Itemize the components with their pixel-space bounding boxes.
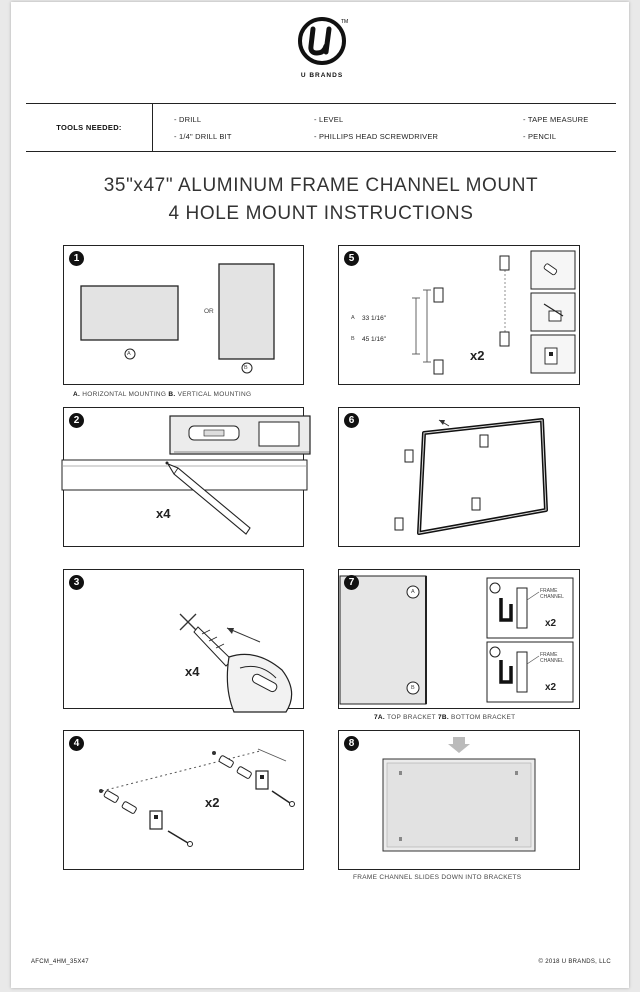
quantity-label: x2 bbox=[470, 348, 485, 363]
step-8-caption: FRAME CHANNEL SLIDES DOWN INTO BRACKETS bbox=[353, 874, 522, 881]
top-bracket-label: TOP BRACKET bbox=[385, 714, 436, 721]
step-5-panel bbox=[338, 245, 580, 385]
brand-name: U BRANDS bbox=[300, 72, 344, 79]
mounting-orientation-illustration bbox=[64, 246, 303, 384]
or-label: OR bbox=[204, 308, 214, 315]
caption-letter: B. bbox=[168, 391, 176, 398]
step-number-badge: 4 bbox=[69, 736, 84, 751]
quantity-label: x2 bbox=[205, 795, 220, 810]
anchor-and-bracket-illustration bbox=[64, 731, 303, 869]
vertical-mounting-label: VERTICAL MOUNTING bbox=[175, 391, 252, 398]
step-number-badge: 2 bbox=[69, 413, 84, 428]
step-6-panel bbox=[338, 407, 580, 547]
step-7-caption bbox=[374, 714, 515, 721]
document-code: AFCM_4HM_35X47 bbox=[31, 959, 89, 965]
caption-letter: 7A. bbox=[374, 714, 386, 721]
dimension-b-marker: B bbox=[351, 336, 355, 342]
frame-channel-label: FRAME CHANNEL bbox=[540, 652, 564, 664]
step-number-badge: 7 bbox=[344, 575, 359, 590]
step-8-panel bbox=[338, 730, 580, 870]
detail-b-marker: B bbox=[411, 685, 415, 691]
frame-slide-down-illustration bbox=[339, 731, 579, 869]
drill-hole-illustration bbox=[64, 570, 303, 708]
step-7-panel bbox=[338, 569, 580, 709]
tool-item: - TAPE MEASURE bbox=[523, 115, 589, 124]
step-1-panel bbox=[63, 245, 304, 385]
tools-needed-bar bbox=[26, 103, 616, 152]
step-number-badge: 8 bbox=[344, 736, 359, 751]
step-2-panel bbox=[63, 407, 304, 547]
step-number-badge: 5 bbox=[344, 251, 359, 266]
tool-item: - PHILLIPS HEAD SCREWDRIVER bbox=[314, 132, 439, 141]
dimension-a-marker: A bbox=[351, 315, 355, 321]
dimension-a-label: 33 1/16" bbox=[362, 315, 386, 322]
hang-frame-illustration bbox=[339, 408, 579, 546]
quantity-label: x2 bbox=[545, 682, 557, 693]
page-title: 35"x47" ALUMINUM FRAME CHANNEL MOUNT bbox=[103, 175, 539, 196]
horizontal-mounting-label: HORIZONTAL MOUNTING bbox=[80, 391, 167, 398]
step-number-badge: 1 bbox=[69, 251, 84, 266]
quantity-label: x4 bbox=[156, 506, 171, 521]
dimension-b-label: 45 1/16" bbox=[362, 336, 386, 343]
u-brands-logo-icon bbox=[297, 16, 347, 66]
step-4-panel bbox=[63, 730, 304, 870]
quantity-label: x4 bbox=[185, 664, 200, 679]
step-number-badge: 3 bbox=[69, 575, 84, 590]
tool-item: - DRILL bbox=[174, 115, 202, 124]
caption-letter: A. bbox=[73, 391, 81, 398]
orientation-a-marker: A bbox=[127, 351, 131, 357]
level-and-pencil-illustration bbox=[64, 408, 303, 546]
step-3-panel bbox=[63, 569, 304, 709]
tool-item: - LEVEL bbox=[314, 115, 344, 124]
bottom-bracket-label: BOTTOM BRACKET bbox=[448, 714, 516, 721]
tool-item: - PENCIL bbox=[523, 132, 557, 141]
detail-a-marker: A bbox=[411, 589, 415, 595]
copyright-notice: © 2018 U BRANDS, LLC bbox=[538, 959, 611, 965]
step-number-badge: 6 bbox=[344, 413, 359, 428]
tool-item: - 1/4" DRILL BIT bbox=[174, 132, 232, 141]
quantity-label: x2 bbox=[545, 618, 557, 629]
step-1-caption bbox=[73, 391, 251, 398]
tools-needed-label: TOOLS NEEDED: bbox=[26, 104, 153, 151]
svg-text:TM: TM bbox=[341, 19, 349, 25]
instruction-sheet bbox=[11, 2, 629, 988]
frame-channel-label: FRAME CHANNEL bbox=[540, 588, 564, 600]
caption-letter: 7B. bbox=[437, 714, 449, 721]
orientation-b-marker: B bbox=[244, 365, 248, 371]
page-subtitle: 4 HOLE MOUNT INSTRUCTIONS bbox=[168, 203, 474, 224]
